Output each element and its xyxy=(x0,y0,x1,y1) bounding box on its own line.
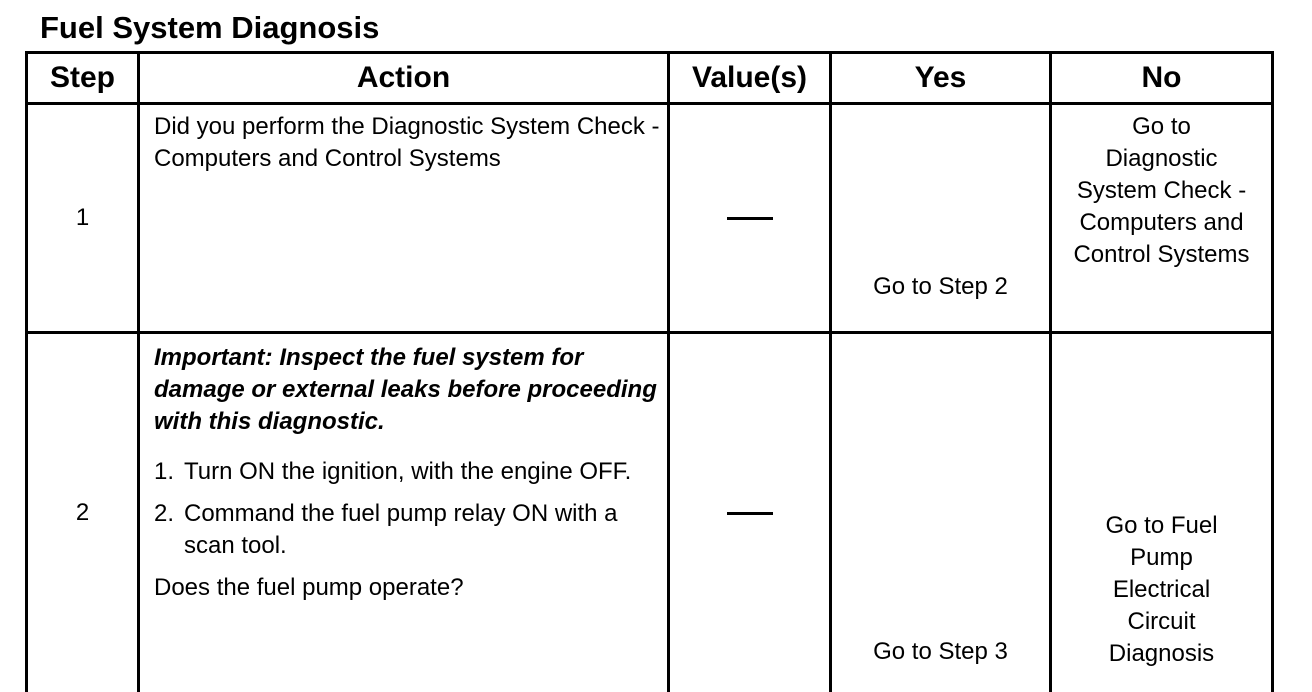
header-step: Step xyxy=(27,53,139,104)
table-row xyxy=(27,333,1273,692)
no-text-line: Go to Fuel xyxy=(1056,510,1267,542)
step-item-text: Command the fuel pump relay ON with a scan tool. xyxy=(184,498,661,562)
yes-cell: Go to Step 2 xyxy=(831,104,1051,333)
step-item-number: 1. xyxy=(154,456,184,488)
header-yes: Yes xyxy=(831,53,1051,104)
action-cell xyxy=(139,104,669,333)
yes-cell: Go to Step 3 xyxy=(831,333,1051,692)
value-dash xyxy=(727,512,773,515)
no-text-line: Diagnostic xyxy=(1056,143,1267,175)
step-number: 2 xyxy=(27,333,139,692)
table-header-row xyxy=(27,53,1273,104)
no-text-line: Computers and xyxy=(1056,207,1267,239)
step-item-number: 2. xyxy=(154,498,184,562)
no-text-line: Electrical xyxy=(1056,574,1267,606)
header-values: Value(s) xyxy=(669,53,831,104)
value-dash xyxy=(727,217,773,220)
no-cell xyxy=(1051,333,1273,692)
table-row xyxy=(27,104,1273,333)
no-text-line: Go to xyxy=(1056,111,1267,143)
list-item xyxy=(154,456,661,488)
action-cell xyxy=(139,333,669,692)
action-question: Does the fuel pump operate? xyxy=(154,572,661,604)
value-cell xyxy=(669,104,831,333)
step-number: 1 xyxy=(27,104,139,333)
no-text-line: Diagnosis xyxy=(1056,638,1267,670)
no-cell xyxy=(1051,104,1273,333)
important-note: Important: Inspect the fuel system for damage or external leaks before proceeding with this diagnostic. xyxy=(154,342,661,438)
header-no: No xyxy=(1051,53,1273,104)
no-text-line: Control Systems xyxy=(1056,239,1267,271)
no-text-line: Circuit xyxy=(1056,606,1267,638)
header-action: Action xyxy=(139,53,669,104)
action-text: Did you perform the Diagnostic System Check - Computers and Control Systems xyxy=(154,113,660,172)
list-item xyxy=(154,498,661,562)
no-text-line: System Check - xyxy=(1056,175,1267,207)
no-text-line: Pump xyxy=(1056,542,1267,574)
value-cell xyxy=(669,333,831,692)
page-title: Fuel System Diagnosis xyxy=(40,10,379,46)
step-item-text: Turn ON the ignition, with the engine OFF. xyxy=(184,456,631,488)
diagnosis-table xyxy=(25,51,1274,692)
action-steps-list xyxy=(154,456,661,562)
